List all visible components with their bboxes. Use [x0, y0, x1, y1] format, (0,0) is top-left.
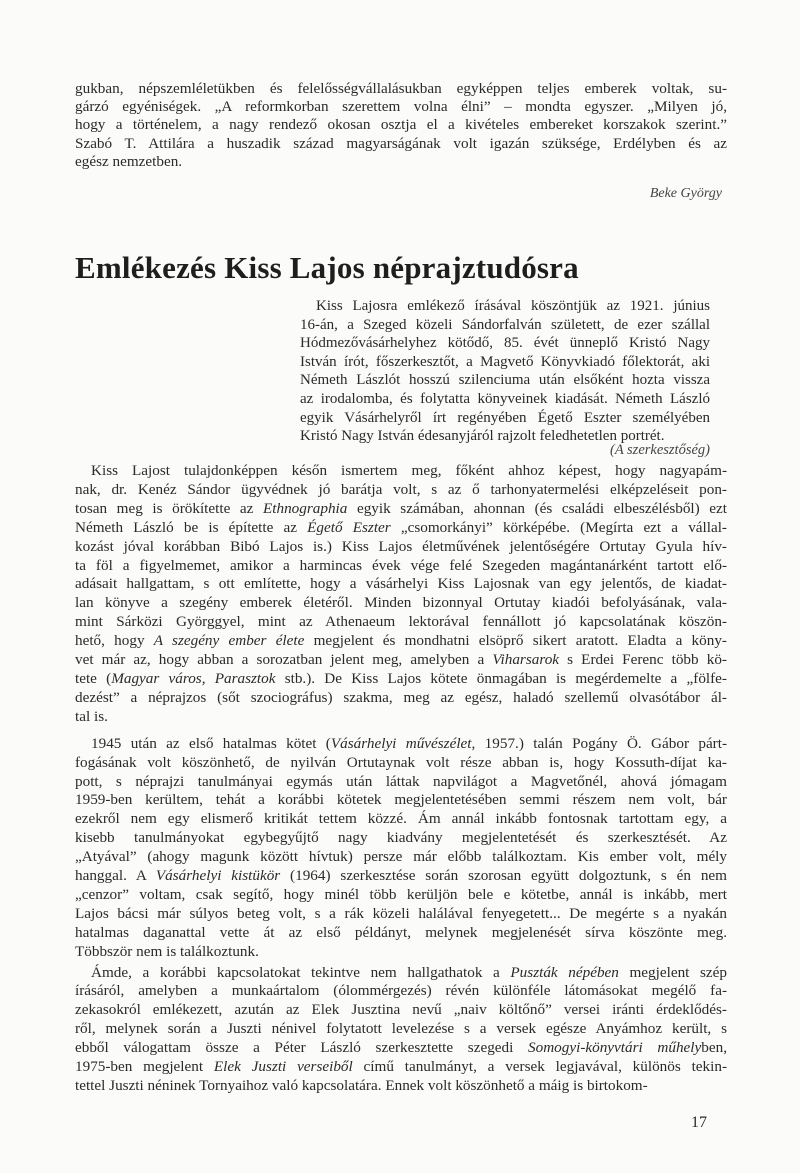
text-line [300, 334, 710, 353]
text-run: , 1957.) talán Pogány Ö. Gábor párt- [471, 734, 727, 752]
text-line [75, 773, 727, 792]
text-run: ezekről nem egy elismerő kritikát tettem közzé. Ám annál inkább fontosnak tartottam egy, a [75, 810, 727, 828]
text-run: hogy a történelem, a nagy rendező okosan osztja el a kivételes embereket korszakok szerint.” [75, 116, 727, 134]
text-line [75, 964, 727, 983]
text-run: gárzó egyéniségek. „A reformkorban szerettem volna élni” – mondta egyszer. „Milyen jó, [75, 98, 727, 116]
previous-article-author: Beke György [649, 186, 722, 201]
editorial-signature: (A szerkesztőség) [609, 442, 710, 458]
text-run: egyik Vásárhelyről írt regényében Égető Eszter személyében [300, 409, 710, 426]
text-line [75, 80, 727, 98]
text-run: egész nemzetben. [75, 152, 183, 170]
text-run: az irodalomba, és folytatta könyveinek kiadását. Németh László [300, 390, 710, 407]
text-run: mint Sárközi Györggyel, mint az Athenaeum lektorával fennállott jó kapcsolatának köszön- [75, 613, 727, 631]
text-line [75, 462, 727, 481]
text-line [75, 905, 727, 924]
editorial-intro [300, 297, 710, 446]
text-run: pott, s néprajzi tanulmányai egymás után láttak napvilágot a Magvetőnél, ahová jómagam [75, 772, 727, 790]
text-line [75, 670, 727, 689]
article-body [75, 462, 727, 1096]
italic-title: Vásárhelyi kistükör [155, 867, 281, 885]
text-line [75, 708, 727, 727]
text-run: István írót, főszerkesztőt, a Magvető Könyvkiadó főlektorát, aki [300, 353, 710, 370]
text-run: Kiss Lajosra emlékező írásával köszöntjük az 1921. június [316, 298, 710, 314]
text-line [75, 886, 727, 905]
text-run: 16-án, a Szeged közeli Sándorfalván született, de ezer szállal [300, 316, 710, 333]
text-run: gukban, népszemléletükben és felelősségvállalásukban egyképpen teljes emberek voltak, su- [75, 80, 727, 97]
text-run: hatalmas daganattal vette át az első példányt, melynek megjelenését sírva köszönte meg. [75, 923, 727, 941]
text-line [75, 848, 727, 867]
italic-title: A szegény ember élete [153, 632, 305, 650]
text-run: Ámde, a korábbi kapcsolatokat tekintve nem hallgathatok a [91, 963, 511, 981]
text-run: ebből válogattam össze a Péter László szerkesztette szegedi [75, 1039, 529, 1057]
text-run: tal is. [75, 707, 108, 725]
text-run: ben, [701, 1039, 727, 1057]
italic-title: Elek Juszti verseiből [213, 1058, 353, 1076]
text-run: vet már az, hogy abban a sorozatban jelent meg, amelyben a [75, 651, 493, 669]
text-run: megjelent és mondhatni elsöprő sikert aratott. Eladta a köny- [304, 632, 727, 650]
text-run: „csomorkányi” körképébe. (Megírta ezt a vállal- [390, 518, 727, 536]
text-run: zekasokról emlékezett, azután az Elek Jusztina nevű „naiv költőnő” versei iránti érdeklődés- [75, 1001, 727, 1019]
paragraph [75, 462, 727, 727]
text-run: nak, dr. Kenéz Sándor ügyvédnek jó barátja volt, s az ő tarhonyatermelési elképzeléseit pon- [75, 480, 727, 498]
text-line [75, 1020, 727, 1039]
text-line [75, 519, 727, 538]
text-line [75, 689, 727, 708]
text-line [75, 924, 727, 943]
text-line [75, 982, 727, 1001]
text-run: lan könyve a szegény emberek életéről. Minden bizonnyal Ortutay kiadói befolyásának, vala- [75, 594, 727, 612]
text-line [75, 135, 727, 153]
text-run: adásait hallgattam, s ott említette, hogy a vásárhelyi Kiss Lajosnak van egy jelentős, de kiadat- [75, 575, 727, 593]
article-title: Emlékezés Kiss Lajos néprajztudósra [75, 250, 579, 285]
text-run: Kristó Nagy István édesanyjáról rajzolt feledhetetlen portrét. [300, 428, 665, 445]
text-run: 1975-ben megjelent [75, 1058, 214, 1076]
text-run: egyik számában, ahonnan (és családi elbeszélésből) ezt [347, 499, 727, 517]
italic-title: Vásárhelyi művészélet [330, 734, 472, 752]
text-run: tete ( [75, 669, 112, 687]
text-line [75, 829, 727, 848]
text-run: „cenzor” voltam, csak segítő, hogy minél több kerüljön bele e kötetbe, annál is inkább, mert [75, 885, 727, 903]
paragraph [75, 964, 727, 1096]
italic-title: Magyar város, Parasztok [111, 669, 276, 687]
text-run: s Erdei Ferenc több kö- [559, 651, 727, 669]
text-run: Kiss Lajost tulajdonképpen későn ismertem meg, főként ahhoz képest, hogy nagyapám- [91, 462, 727, 479]
text-line [75, 116, 727, 134]
text-run: tettel Juszti néninek Tornyaihoz való kapcsolatára. Ennek volt köszönhető a máig is birtokom- [75, 1077, 648, 1094]
text-run: fogásának volt köszönhető, de nyilván Ortutaynak volt része abban is, hogy Kossuth-díjat ka- [75, 753, 727, 771]
paragraph [300, 297, 710, 446]
text-line [75, 1001, 727, 1020]
text-run: (1964) szerkesztése során szorosan együtt dolgoztunk, s én nem [280, 867, 727, 885]
text-line [75, 481, 727, 500]
text-run: dezést” a néprajzos (sőt szociográfus) szakma, meg az egész, haladó szellemű olvasótábor ál- [75, 688, 727, 706]
page-number: 17 [691, 1114, 707, 1131]
italic-title: Viharsarok [492, 651, 560, 669]
text-line [75, 810, 727, 829]
text-line [300, 371, 710, 390]
text-line [75, 1058, 727, 1077]
text-line [300, 409, 710, 428]
text-run: 1959-ben kerültem, tehát a korábbi kötetek megjelentetésében semmi részem nem volt, bár [75, 791, 727, 809]
italic-title: Somogyi-könyvtári műhely [528, 1039, 702, 1057]
text-run: hanggal. A [75, 867, 156, 885]
text-run: Németh Lászlót hosszú szilenciuma után elsőként hozta vissza [300, 372, 710, 389]
paragraph [75, 735, 727, 962]
text-line [75, 651, 727, 670]
text-line [75, 1039, 727, 1058]
text-line [75, 632, 727, 651]
text-run: megjelent szép [618, 963, 727, 981]
paragraph [75, 80, 727, 171]
text-run: Szabó T. Attilára a huszadik század magyarságának volt igazán szüksége, Erdélyben és az [75, 134, 727, 152]
italic-title: Ethnographia [262, 499, 348, 517]
text-run: Németh László be is építette az [75, 518, 308, 536]
text-line [300, 297, 710, 316]
text-line [75, 98, 727, 116]
text-line [75, 613, 727, 632]
text-line [75, 538, 727, 557]
text-run: Lajos bácsi már súlyos beteg volt, s a rák közeli halálával fenyegetett... De megérte s a nyakán [75, 904, 727, 922]
text-run: című tanulmányt, a versek legjavával, különös tekin- [352, 1058, 727, 1076]
text-run: hető, hogy [75, 632, 154, 650]
text-line [75, 153, 727, 171]
text-line [75, 867, 727, 886]
text-run: stb.). De Kiss Lajos kötete önmagában is megérdemelte a „fölfe- [275, 669, 727, 687]
text-line [300, 353, 710, 372]
text-line [75, 791, 727, 810]
text-line [75, 594, 727, 613]
text-line [75, 943, 727, 962]
text-line [75, 500, 727, 519]
italic-title: Puszták népében [510, 963, 619, 981]
text-run: Többször nem is találkoztunk. [75, 942, 259, 960]
text-run: 1945 után az első hatalmas kötet ( [91, 734, 331, 752]
text-run: Hódmezővásárhelyhez kötődő, 85. évét ünneplő Kristó Nagy [300, 335, 710, 352]
text-line [75, 575, 727, 594]
text-line [75, 1077, 727, 1096]
text-line [300, 390, 710, 409]
text-line [75, 754, 727, 773]
text-line [75, 557, 727, 576]
previous-article-ending [75, 80, 727, 171]
text-run: tosan meg is örökítette az [75, 499, 263, 517]
text-run: írásáról, amelyben a munkaártalom (ólommérgezés) révén különféle látomásokat megélő fa- [75, 982, 727, 1000]
text-line [75, 735, 727, 754]
italic-title: Égető Eszter [307, 518, 391, 536]
text-run: ről, melynek során a Juszti nénivel folytatott levelezése s a versek egésze Anyámhoz került, s [75, 1020, 727, 1038]
text-run: kisebb tanulmányokat egybegyűjtő nagy kiadvány megjelentetését és szerkesztését. Az [75, 829, 727, 847]
text-run: ta föl a figyelmemet, amikor a harmincas évek vége felé Szegeden magántanárként tartott elő- [75, 556, 727, 574]
text-run: kozást jóval korábban Bibó Lajos is.) Kiss Lajos életművének jelentőségére Ortutay Gyula hív- [75, 537, 727, 555]
text-run: „Atyával” (ahogy magunk között hívtuk) persze már előbb találkoztam. Kis ember volt, mély [75, 848, 727, 866]
text-line [300, 316, 710, 335]
